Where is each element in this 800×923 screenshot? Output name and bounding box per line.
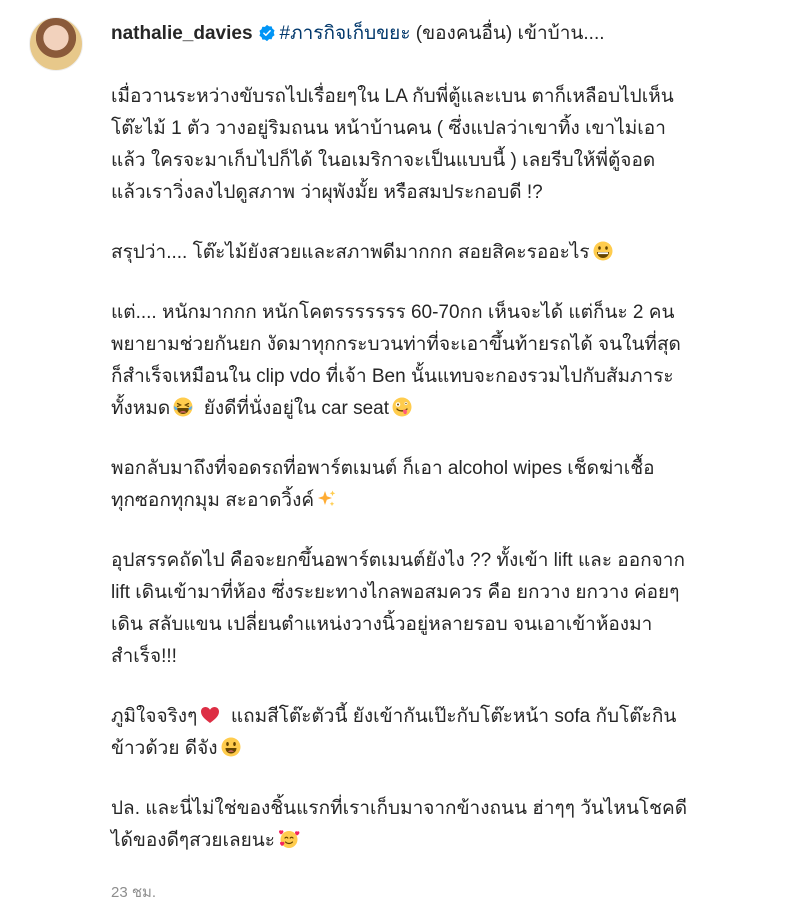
text-line: โต๊ะไม้ 1 ตัว วางอยู่ริมถนน หน้าบ้านคน ( ซึ่งแปลว่าเขาทิ้ง เขาไม่เอา [111, 118, 666, 139]
verified-badge-icon [258, 21, 276, 53]
text-line: แล้วเราวิ่งลงไปดูสภาพ ว่าผุพังมั้ย หรือสมประกอบดี !? [111, 182, 543, 203]
text-line: ปล. และนี่ไม่ใช่ของชิ้นแรกที่เราเก็บมาจากข้างถนน ฮ่าๆๆ วันไหนโชคดี [111, 798, 688, 819]
text-fragment: ยังดีที่นั่งอยู่ใน car seat [203, 398, 389, 419]
paragraph-6 [111, 701, 771, 765]
text-line: ข้าวด้วย ดีจัง [111, 738, 218, 759]
text-line: lift เดินเข้ามาที่ห้อง ซึ่งระยะทางไกลพอสมควร คือ ยกวาง ยกวาง ค่อยๆ [111, 582, 680, 603]
zany-face-emoji-icon [392, 396, 412, 416]
paragraph-5 [111, 545, 771, 673]
text-line: ทั้งหมด [111, 398, 171, 419]
caption-header [111, 18, 771, 53]
post-timestamp[interactable]: 23 ชม. [111, 884, 157, 901]
sparkles-emoji-icon [317, 488, 337, 508]
text-line: อุปสรรคถัดไป คือจะยกขึ้นอพาร์ตเมนต์ยังไง ?? ทั้งเข้า lift และ ออกจาก [111, 550, 685, 571]
grinning-emoji-icon [593, 240, 613, 260]
text-line: เดิน สลับแขน เปลี่ยนตำแหน่งวางนิ้วอยู่หลายรอบ จนเอาเข้าห้องมา [111, 614, 653, 635]
avatar[interactable] [29, 17, 83, 71]
text-fragment: แถมสีโต๊ะตัวนี้ ยังเข้ากันเป๊ะกับโต๊ะหน้า sofa กับโต๊ะกิน [230, 706, 677, 727]
paragraph-2 [111, 237, 771, 269]
header-text: (ของคนอื่น) เข้าบ้าน.... [410, 23, 605, 44]
text-line: สำเร็จ!!! [111, 646, 177, 667]
text-line: แล้ว ใครจะมาเก็บไปก็ได้ ในอเมริกาจะเป็นแบบนี้ ) เลยรีบให้พี่ตู้จอด [111, 150, 656, 171]
paragraph-7 [111, 793, 771, 857]
smiling-face-with-hearts-emoji-icon [278, 828, 298, 848]
smiling-emoji-icon [221, 736, 241, 756]
text-line: ได้ของดีๆสวยเลยนะ [111, 830, 275, 851]
paragraph-4 [111, 453, 771, 517]
username-link[interactable]: nathalie_davies [111, 23, 253, 44]
text-line: พอกลับมาถึงที่จอดรถที่อพาร์ตเมนต์ ก็เอา alcohol wipes เช็ดฆ่าเชื้อ [111, 458, 655, 479]
text-line: สรุปว่า.... โต๊ะไม้ยังสวยและสภาพดีมากกก สอยสิคะรออะไร [111, 242, 590, 263]
text-line: ก็สำเร็จเหมือนใน clip vdo ที่เจ้า Ben นั้นแทบจะกองรวมไปกับสัมภาระ [111, 366, 674, 387]
laughing-emoji-icon [173, 396, 193, 416]
red-heart-emoji-icon [200, 704, 220, 724]
post-caption [111, 18, 771, 885]
paragraph-3 [111, 297, 771, 425]
text-line: แต่.... หนักมากกก หนักโคตรรรรรรร 60-70กก เห็นจะได้ แต่ก็นะ 2 คน [111, 302, 675, 323]
text-line: พยายามช่วยกันยก งัดมาทุกกระบวนท่าที่จะเอาขึ้นท้ายรถได้ จนในที่สุด [111, 334, 681, 355]
text-line: ทุกซอกทุกมุม สะอาดวิ้งค์ [111, 490, 315, 511]
hashtag-link[interactable]: #ภารกิจเก็บขยะ [279, 23, 411, 44]
paragraph-1 [111, 81, 771, 209]
text-line: ภูมิใจจริงๆ [111, 706, 198, 727]
text-line: เมื่อวานระหว่างขับรถไปเรื่อยๆใน LA กับพี่ตู้และเบน ตาก็เหลือบไปเห็น [111, 86, 674, 107]
